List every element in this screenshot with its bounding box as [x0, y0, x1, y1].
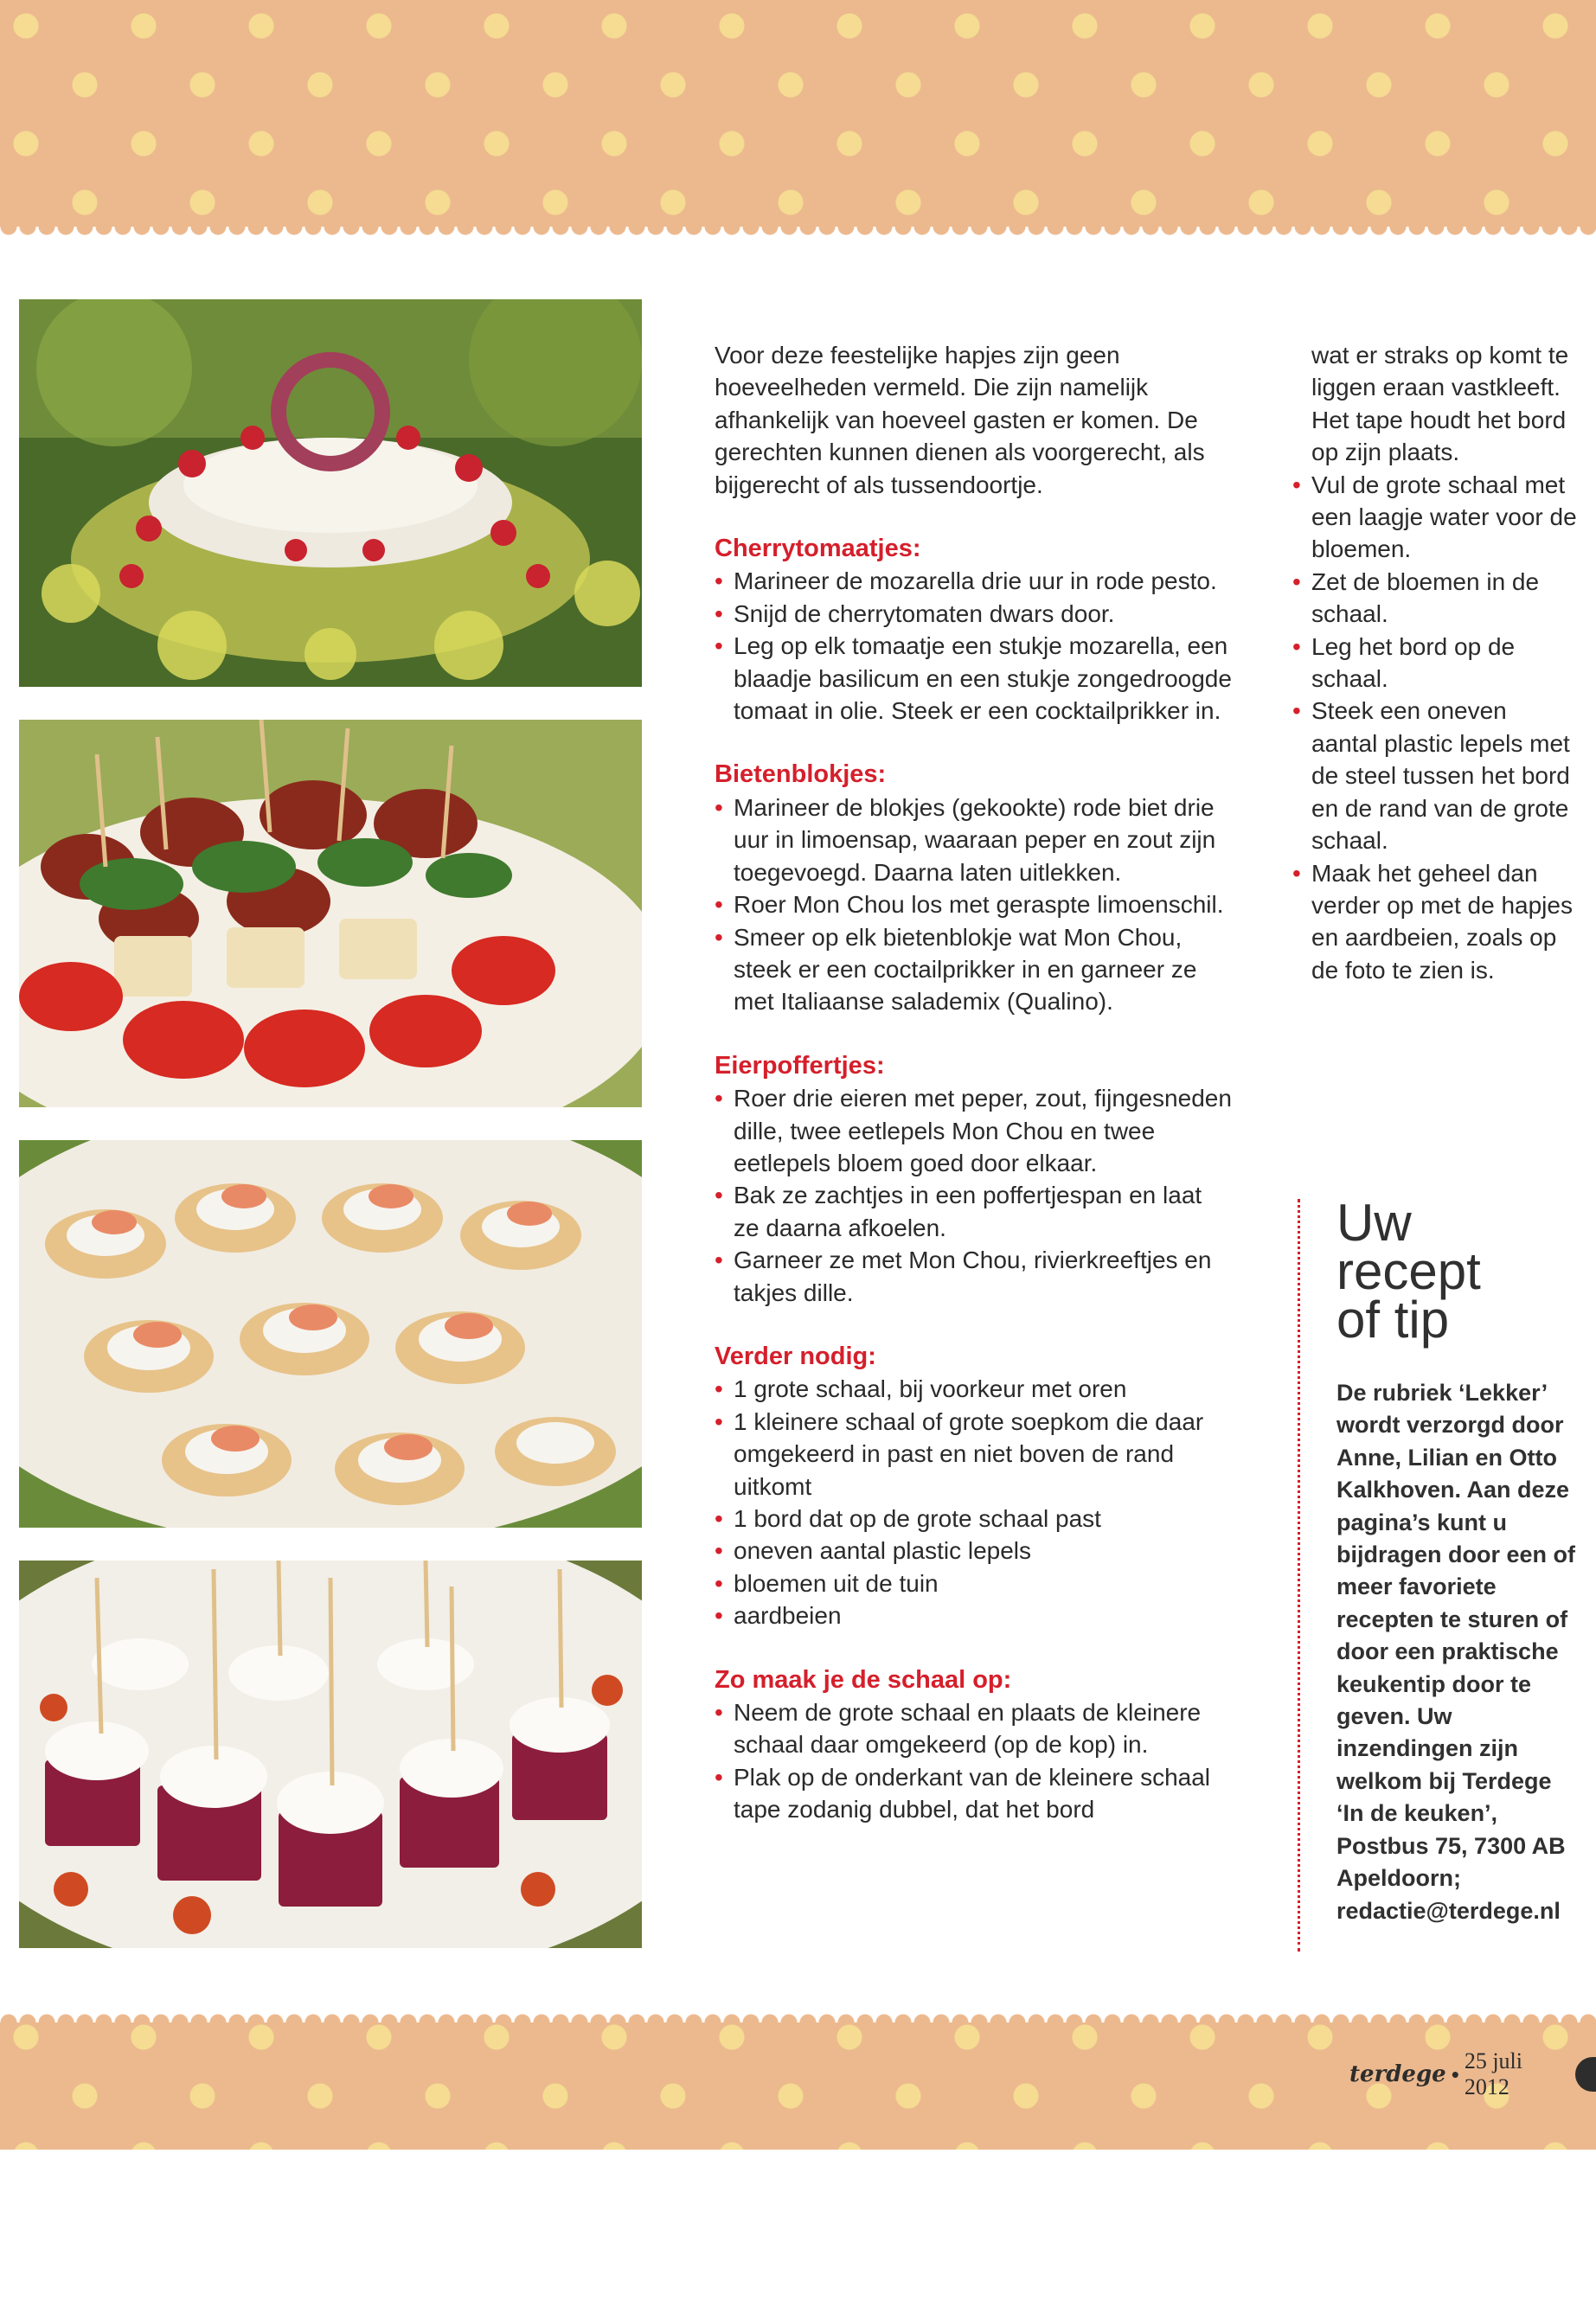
sidebar-heading-line: Uw	[1336, 1194, 1412, 1252]
section-heading: Eierpoffertjes:	[715, 1051, 885, 1080]
recipe-step: • Snijd de cherrytomaten dwars door.	[715, 598, 1234, 630]
recipe-step: • Maak het geheel dan verder op met de hapjes en aardbeien, zoals op de foto te zien is.	[1292, 857, 1578, 987]
recipe-step: • Vul de grote schaal met een laagje water voor de bloemen.	[1292, 469, 1578, 566]
footer-separator: •	[1451, 2061, 1459, 2087]
recipe-step: • Garneer ze met Mon Chou, rivierkreeftjes en takjes dille.	[715, 1244, 1234, 1309]
section-heading: Zo maak je de schaal op:	[715, 1665, 1012, 1694]
section-verder-nodig	[715, 1341, 1234, 1632]
recipe-step: • Plak op de onderkant van de kleinere schaal tape zodanig dubbel, dat het bord	[715, 1761, 1234, 1826]
recipe-step: • Steek een oneven aantal plastic lepels met de steel tussen het bord en de rand van de grote schaal.	[1292, 695, 1578, 856]
section-bietenblokjes	[715, 759, 1234, 1017]
page-tab-marker	[1575, 2057, 1596, 2092]
supply-item: • 1 grote schaal, bij voorkeur met oren	[715, 1373, 1234, 1405]
section-eierpoffertjes	[715, 1050, 1234, 1309]
recipe-step: • Leg het bord op de schaal.	[1292, 631, 1578, 695]
decorative-polka-band-top	[0, 0, 1596, 238]
sidebar-heading-line: of tip	[1336, 1291, 1450, 1349]
recipe-step: • Bak ze zachtjes in een poffertjespan en laat ze daarna afkoelen.	[715, 1179, 1234, 1244]
section-heading: Cherrytomaatjes:	[715, 535, 921, 563]
sidebar-uw-recept-of-tip	[1298, 1194, 1576, 1952]
photo-beet-cubes	[19, 1561, 642, 1948]
recipe-right-column	[1292, 339, 1578, 986]
recipe-step: • Zet de bloemen in de schaal.	[1292, 566, 1578, 631]
step-continuation: wat er straks op komt te liggen eraan vastkleeft. Het tape houdt het bord op zijn plaats.	[1311, 342, 1569, 466]
photo-egg-poffertjes	[19, 1140, 642, 1528]
section-heading: Verder nodig:	[715, 1342, 876, 1370]
issue-date: 25 juli 2012	[1464, 2048, 1522, 2099]
supply-item: • 1 kleinere schaal of grote soepkom die daar omgekeerd in past en niet boven de rand uitkomt	[715, 1406, 1234, 1503]
section-heading: Bietenblokjes:	[715, 760, 887, 789]
supply-item: • 1 bord dat op de grote schaal past	[715, 1503, 1234, 1535]
recipe-step: • Roer Mon Chou los met geraspte limoenschil.	[715, 888, 1234, 920]
page-footer	[1349, 2048, 1596, 2099]
recipe-step: • Neem de grote schaal en plaats de kleinere schaal daar omgekeerd (op de kop) in.	[715, 1696, 1234, 1761]
recipe-main-column	[715, 339, 1234, 1826]
recipe-step: • Smeer op elk bietenblokje wat Mon Chou, steek er een coctailprikker in en garneer ze met Italiaanse salademix (Qualino).	[715, 921, 1234, 1018]
section-cherrytomaatjes	[715, 533, 1234, 727]
sidebar-heading-line: recept	[1336, 1242, 1481, 1300]
supply-item: • bloemen uit de tuin	[715, 1567, 1234, 1599]
recipe-step: • Marineer de blokjes (gekookte) rode biet drie uur in limoensap, waaraan peper en zout zijn toegevoegd. Daarna laten uitlekken.	[715, 792, 1234, 888]
recipe-step: • Leg op elk tomaatje een stukje mozarella, een blaadje basilicum en een stukje zongedroogde tomaat in olie. Steek er een cocktailprikker in.	[715, 630, 1234, 727]
magazine-brand: terdege	[1349, 2061, 1446, 2087]
recipe-step: • Roer drie eieren met peper, zout, fijngesneden dille, twee eetlepels Mon Chou en twee eetlepels bloem goed door elkaar.	[715, 1082, 1234, 1179]
photo-centerpiece-platter	[19, 299, 642, 687]
recipe-step: • Marineer de mozarella drie uur in rode pesto.	[715, 565, 1234, 597]
sidebar-heading	[1336, 1194, 1561, 1349]
intro-paragraph: Voor deze feestelijke hapjes zijn geen hoeveelheden vermeld. Die zijn namelijk afhankelijk van hoeveel gasten er komen. De gerechten kunnen dienen als voorgerecht, als bijgerecht of als tussendoortje.	[715, 342, 1205, 498]
supply-item: • oneven aantal plastic lepels	[715, 1535, 1234, 1567]
supply-item: • aardbeien	[715, 1599, 1234, 1631]
section-zo-maak-je-de-schaal-op	[715, 1664, 1234, 1826]
sidebar-body: De rubriek ‘Lekker’ wordt verzorgd door Anne, Lilian en Otto Kalkhoven. Aan deze pagina’s kunt u bijdragen door een of meer favoriete recepten te sturen of door een praktische keukentip door te geven. Uw inzendingen zijn welkom bij Terdege ‘In de keuken’, Postbus 75, 7300 AB Apeldoorn; redactie@terdege.nl	[1336, 1380, 1576, 1924]
photo-cherry-tomato-skewers	[19, 720, 642, 1107]
